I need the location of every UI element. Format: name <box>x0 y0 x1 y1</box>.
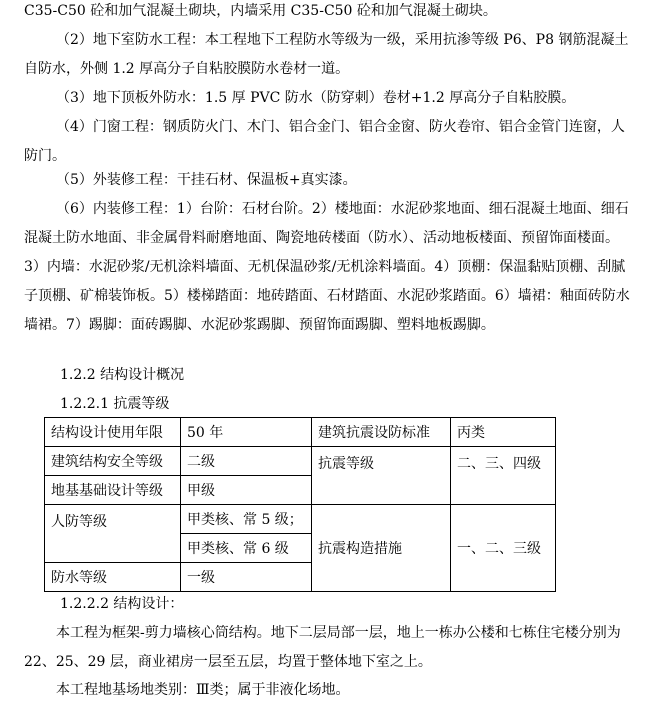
table-cell: 甲类核、常 5 级； <box>181 505 312 534</box>
table-cell: 建筑抗震设防标准 <box>312 418 451 447</box>
paragraph-site-class: 本工程地基场地类别：Ⅲ类；属于非液化场地。 <box>56 682 350 698</box>
table-cell: 建筑结构安全等级 <box>45 447 181 476</box>
table-cell: 一级 <box>181 563 312 592</box>
paragraph-exterior-finish: （5）外装修工程：干挂石材、保温板+真实漆。 <box>56 172 357 188</box>
table-cell: 抗震等级 <box>312 447 451 505</box>
table-row <box>45 418 556 447</box>
table-cell: 二、三、四级 <box>451 447 556 505</box>
paragraph-interior-finish: （6）内装修工程：1）台阶：石材台阶。2）楼地面：水泥砂浆地面、细石混凝土地面、细石混凝土防水地面、非金属骨料耐磨地面、陶瓷地砖楼面（防水）、活动地板楼面、预留饰面楼面。3）内墙：水泥砂浆/无机涂料墙面、无机保温砂浆/无机涂料墙面。4）顶棚：保温黏贴顶棚、刮腻子顶棚、矿棉装饰板。5）楼梯踏面：地砖踏面、石材踏面、水泥砂浆踏面。6）墙裙：釉面砖防水墙裙。7）踢脚：面砖踢脚、水泥砂浆踢脚、预留饰面踢脚、塑料地板踢脚。 <box>24 201 630 333</box>
paragraph-basement-waterproofing: （2）地下室防水工程：本工程地下工程防水等级为一级，采用抗渗等级 P6、P8 钢筋混凝土自防水，外侧 1.2 厚高分子自粘胶膜防水卷材一道。 <box>24 32 629 77</box>
table-row <box>45 505 556 534</box>
table-cell: 人防等级 <box>45 505 181 563</box>
table-cell: 一、二、三级 <box>451 505 556 592</box>
table-cell: 结构设计使用年限 <box>45 418 181 447</box>
table-row <box>45 447 556 476</box>
paragraph-structure-system: 本工程为框架-剪力墙核心筒结构。地下二层局部一层，地上一栋办公楼和七栋住宅楼分别为 22、25、29 层，商业裙房一层至五层，均置于整体地下室之上。 <box>24 625 621 670</box>
table-cell: 防水等级 <box>45 563 181 592</box>
paragraph-wall-materials: C35-C50 砼和加气混凝土砌块，内墙采用 C35-C50 砼和加气混凝土砌块。 <box>24 3 497 19</box>
heading-seismic-grade: 1.2.2.1 抗震等级 <box>60 396 170 412</box>
heading-structural-design: 1.2.2.2 结构设计： <box>60 596 184 612</box>
table-cell: 50 年 <box>181 418 312 447</box>
heading-structure-overview: 1.2.2 结构设计概况 <box>60 367 185 383</box>
table-cell: 甲类核、常 6 级 <box>181 534 312 563</box>
table-cell: 二级 <box>181 447 312 476</box>
seismic-grade-table <box>44 417 556 592</box>
paragraph-doors-windows: （4）门窗工程：钢质防火门、木门、铝合金门、铝合金窗、防火卷帘、铝合金管门连窗，人防门。 <box>24 119 625 164</box>
table-cell: 丙类 <box>451 418 556 447</box>
table-cell: 甲级 <box>181 476 312 505</box>
table-cell: 地基基础设计等级 <box>45 476 181 505</box>
paragraph-roof-waterproofing: （3）地下顶板外防水：1.5 厚 PVC 防水（防穿刺）卷材+1.2 厚高分子自粘胶膜。 <box>56 90 576 106</box>
table-cell: 抗震构造措施 <box>312 505 451 592</box>
